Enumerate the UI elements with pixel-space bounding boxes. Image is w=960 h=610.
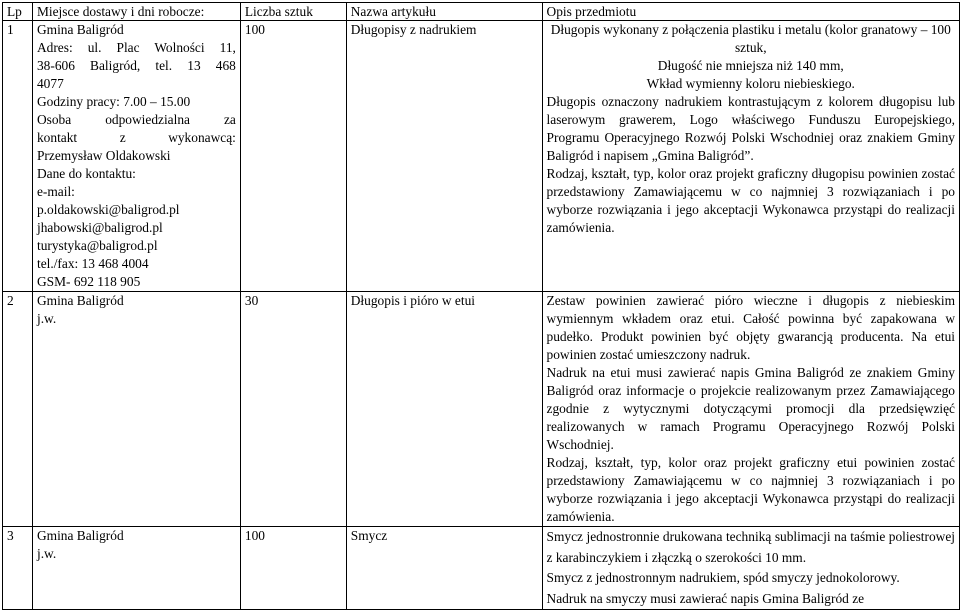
place-line: 38-606 Baligród, tel. 13 468 — [36, 58, 236, 73]
cell-lp: 2 — [3, 292, 33, 527]
header-lp: Lp — [3, 3, 33, 21]
place-line: Przemysław Oldakowski — [36, 148, 171, 163]
header-name: Nazwa artykułu — [346, 3, 542, 21]
place-line: Osoba odpowiedzialna za — [36, 112, 236, 127]
place-line: j.w. — [36, 546, 57, 561]
description-paragraph: Nadruk na smyczy musi zawierać napis Gmina Baligród ze — [546, 590, 865, 606]
header-place: Miejsce dostawy i dni robocze: — [32, 3, 240, 21]
cell-lp: 3 — [3, 527, 33, 610]
place-line: Adres: ul. Plac Wolności 11, — [36, 40, 236, 55]
description-paragraph: Długopis wykonany z połączenia plastiku i metalu (kolor granatowy – 100 sztuk, — [550, 22, 951, 55]
place-line: Gmina Baligród — [36, 22, 124, 37]
cell-name: Długopisy z nadrukiem — [346, 21, 542, 292]
place-line: turystyka@baligrod.pl — [36, 238, 158, 253]
description-paragraph: Wkład wymienny koloru niebieskiego. — [646, 76, 855, 91]
cell-lp: 1 — [3, 21, 33, 292]
place-line: 4077 — [36, 76, 64, 91]
description-paragraph: Rodzaj, kształt, typ, kolor oraz projekt graficzny długopisu powinien zostać przedstawiony Zamawiającemu w co najmniej 3 rozwiązaniach i po wyborze rozwiązania i jego akceptacji Wykonawca przystąpi do realizacji zamówienia. — [546, 166, 955, 235]
cell-qty: 100 — [240, 21, 346, 292]
cell-qty: 100 — [240, 527, 346, 610]
description-paragraph: Długość nie mniejsza niż 140 mm, — [657, 58, 844, 73]
description-paragraph: Smycz z jednostronnym nadrukiem, spód smyczy jednokolorowy. — [546, 570, 900, 585]
cell-description — [542, 292, 959, 527]
table-row — [3, 21, 960, 292]
place-line: Dane do kontaktu: — [36, 166, 136, 181]
cell-description — [542, 21, 959, 292]
description-paragraph: Zestaw powinien zawierać pióro wieczne i długopis z niebieskim wymiennym wkładem oraz etui. Całość powinna być zapakowana w pudełko. Produkt powinien być objęty gwarancją producenta. Na etui powinien zostać umieszczony nadruk. — [546, 293, 955, 362]
cell-name: Smycz — [346, 527, 542, 610]
place-line: p.oldakowski@baligrod.pl — [36, 202, 180, 217]
cell-name: Długopis i pióro w etui — [346, 292, 542, 527]
description-paragraph: Nadruk na etui musi zawierać napis Gmina Baligród ze znakiem Gminy Baligród oraz informacje o projekcie realizowanym przez Zamawiającego zgodnie z wytycznymi dotyczącymi promocji dla przedsięwzięć realizowanych w ramach Programu Operacyjnego Rozwój Polski Wschodniej. — [546, 365, 955, 452]
place-line: Godziny pracy: 7.00 – 15.00 — [36, 94, 191, 109]
place-line: e-mail: — [36, 184, 75, 199]
table-row — [3, 527, 960, 610]
place-line: GSM- 692 118 905 — [36, 274, 141, 289]
table-row — [3, 292, 960, 527]
place-line: jhabowski@baligrod.pl — [36, 220, 163, 235]
cell-place — [32, 527, 240, 610]
order-table — [2, 2, 960, 610]
cell-qty: 30 — [240, 292, 346, 527]
cell-description — [542, 527, 959, 610]
place-line: kontakt z wykonawcą: — [36, 130, 236, 145]
place-line: Gmina Baligród — [36, 293, 124, 308]
cell-place — [32, 292, 240, 527]
description-paragraph: Smycz jednostronnie drukowana techniką sublimacji na taśmie poliestrowej z karabinczykiem i złączką o szerokości 10 mm. — [546, 529, 955, 565]
table-header-row — [3, 3, 960, 21]
description-paragraph: Długopis oznaczony nadrukiem kontrastującym z kolorem długopisu lub laserowym grawerem, Logo właściwego Funduszu Europejskiego, Programu Operacyjnego Rozwój Polski Wschodniej oraz znakiem Gminy Baligród i napisem „Gmina Baligród”. — [546, 94, 955, 163]
place-line: j.w. — [36, 311, 57, 326]
header-qty: Liczba sztuk — [240, 3, 346, 21]
place-line: Gmina Baligród — [36, 528, 124, 543]
description-paragraph: Rodzaj, kształt, typ, kolor oraz projekt graficzny etui powinien zostać przedstawiony Zamawiającemu w co najmniej 3 rozwiązaniach i po wyborze rozwiązania i jego akceptacji Wykonawca przystąpi do realizacji zamówienia. — [546, 455, 955, 524]
cell-place — [32, 21, 240, 292]
place-line: tel./fax: 13 468 4004 — [36, 256, 149, 271]
header-description: Opis przedmiotu — [542, 3, 959, 21]
